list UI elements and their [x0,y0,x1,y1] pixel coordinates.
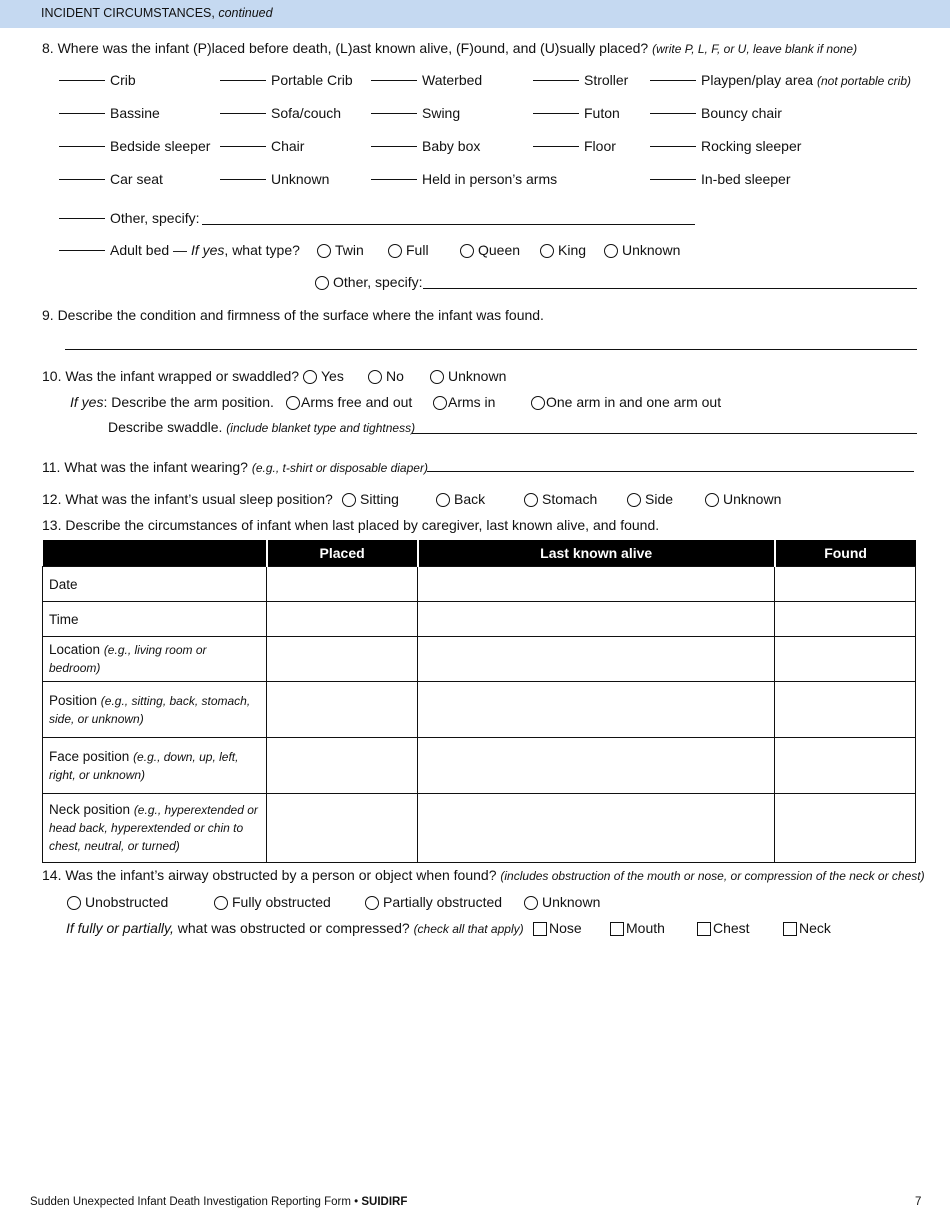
row-label: Neck position (e.g., hyperextended or head back, hyperextended or chin to chest, neutral, or turned) [43,794,267,863]
arm-one-in-one-out[interactable]: One arm in and one arm out [531,394,721,410]
location-bassine[interactable]: Bassine [59,105,160,121]
location-sofa[interactable]: Sofa/couch [220,105,341,121]
swaddled-yes[interactable]: Yes [303,368,344,384]
cell-input[interactable] [267,794,418,863]
check-mouth[interactable]: Mouth [610,920,665,936]
col-placed: Placed [267,540,418,567]
location-held-in-arms[interactable]: Held in person’s arms [371,171,557,187]
check-chest[interactable]: Chest [697,920,750,936]
q9-text: 9. Describe the condition and firmness of the surface where the infant was found. [42,307,544,323]
cell-input[interactable] [775,567,916,602]
section-subtitle: continued [218,6,273,20]
location-waterbed[interactable]: Waterbed [371,72,482,88]
location-bouncy-chair[interactable]: Bouncy chair [650,105,782,121]
wearing-input[interactable] [427,471,914,472]
cell-input[interactable] [775,682,916,738]
bed-type-twin[interactable]: Twin [317,242,364,258]
location-car-seat[interactable]: Car seat [59,171,163,187]
arm-position-label: If yes: Describe the arm position. [70,394,274,410]
location-baby-box[interactable]: Baby box [371,138,480,154]
row-label: Face position (e.g., down, up, left, right, or unknown) [43,738,267,794]
cell-input[interactable] [775,738,916,794]
table-row [43,738,916,794]
row-label: Date [43,567,267,602]
location-bedside-sleeper[interactable]: Bedside sleeper [59,138,210,154]
cell-input[interactable] [267,637,418,682]
sleep-pos-sitting[interactable]: Sitting [342,491,399,507]
bed-type-king[interactable]: King [540,242,586,258]
sleep-pos-stomach[interactable]: Stomach [524,491,597,507]
q8-text: 8. Where was the infant (P)laced before death, (L)ast known alive, (F)ound, and (U)sually placed? (write P, L, F, or U, leave blank if none) [42,40,858,56]
cell-input[interactable] [267,682,418,738]
check-nose[interactable]: Nose [533,920,582,936]
bed-type-queen[interactable]: Queen [460,242,520,258]
cell-input[interactable] [267,738,418,794]
cell-input[interactable] [775,602,916,637]
table-row [43,602,916,637]
section-title: INCIDENT CIRCUMSTANCES, [41,6,215,20]
cell-input[interactable] [418,567,775,602]
airway-fully-obstructed[interactable]: Fully obstructed [214,894,331,910]
obstruction-sub-question: If fully or partially, what was obstructed or compressed? (check all that apply) [66,920,524,936]
location-other-input[interactable] [202,224,695,225]
cell-input[interactable] [267,602,418,637]
bed-type-other[interactable]: Other, specify: [315,274,422,290]
footer-form-name: Sudden Unexpected Infant Death Investigation Reporting Form • SUIDIRF [30,1196,408,1208]
cell-input[interactable] [418,637,775,682]
sleep-pos-side[interactable]: Side [627,491,673,507]
q10-text: 10. Was the infant wrapped or swaddled? [42,368,300,384]
check-neck[interactable]: Neck [783,920,831,936]
sleep-pos-unknown[interactable]: Unknown [705,491,781,507]
table-row [43,567,916,602]
location-playpen[interactable]: Playpen/play area (not portable crib) [650,72,911,88]
table-row [43,637,916,682]
location-other[interactable]: Other, specify: [59,210,199,226]
location-adult-bed[interactable]: Adult bed — If yes, what type? [59,242,300,258]
table-row [43,682,916,738]
col-last-known-alive: Last known alive [418,540,775,567]
row-label: Position (e.g., sitting, back, stomach, side, or unknown) [43,682,267,738]
airway-unknown[interactable]: Unknown [524,894,600,910]
circumstances-table [42,540,916,863]
col-found: Found [775,540,916,567]
location-floor[interactable]: Floor [533,138,616,154]
table-row [43,794,916,863]
table-corner-header [43,540,267,567]
airway-unobstructed[interactable]: Unobstructed [67,894,168,910]
cell-input[interactable] [775,637,916,682]
arm-in[interactable]: Arms in [433,394,495,410]
location-chair[interactable]: Chair [220,138,304,154]
q14-text: 14. Was the infant’s airway obstructed by a person or object when found? (includes obstruction of the mouth or nose, or compression of the neck or chest) [42,867,925,883]
location-swing[interactable]: Swing [371,105,460,121]
location-unknown[interactable]: Unknown [220,171,329,187]
cell-input[interactable] [775,794,916,863]
bed-type-other-input[interactable] [423,288,917,289]
location-crib[interactable]: Crib [59,72,136,88]
sleep-pos-back[interactable]: Back [436,491,485,507]
q13-text: 13. Describe the circumstances of infant when last placed by caregiver, last known alive, and found. [42,517,660,533]
bed-type-full[interactable]: Full [388,242,429,258]
swaddle-input[interactable] [412,433,917,434]
row-label: Location (e.g., living room or bedroom) [43,637,267,682]
bed-type-unknown[interactable]: Unknown [604,242,680,258]
airway-partially-obstructed[interactable]: Partially obstructed [365,894,502,910]
swaddle-label: Describe swaddle. (include blanket type and tightness) [108,419,416,435]
section-header [0,0,950,28]
cell-input[interactable] [418,682,775,738]
location-stroller[interactable]: Stroller [533,72,628,88]
location-rocking-sleeper[interactable]: Rocking sleeper [650,138,801,154]
cell-input[interactable] [418,738,775,794]
swaddled-unknown[interactable]: Unknown [430,368,506,384]
location-in-bed-sleeper[interactable]: In-bed sleeper [650,171,791,187]
page-number: 7 [915,1196,922,1208]
surface-condition-input[interactable] [65,349,917,350]
cell-input[interactable] [418,602,775,637]
swaddled-no[interactable]: No [368,368,404,384]
row-label: Time [43,602,267,637]
cell-input[interactable] [267,567,418,602]
arm-free-out[interactable]: Arms free and out [286,394,412,410]
q12-text: 12. What was the infant’s usual sleep position? [42,491,333,507]
q11-text: 11. What was the infant wearing? (e.g., t-shirt or disposable diaper) [42,459,428,475]
location-futon[interactable]: Futon [533,105,620,121]
cell-input[interactable] [418,794,775,863]
location-portable-crib[interactable]: Portable Crib [220,72,353,88]
